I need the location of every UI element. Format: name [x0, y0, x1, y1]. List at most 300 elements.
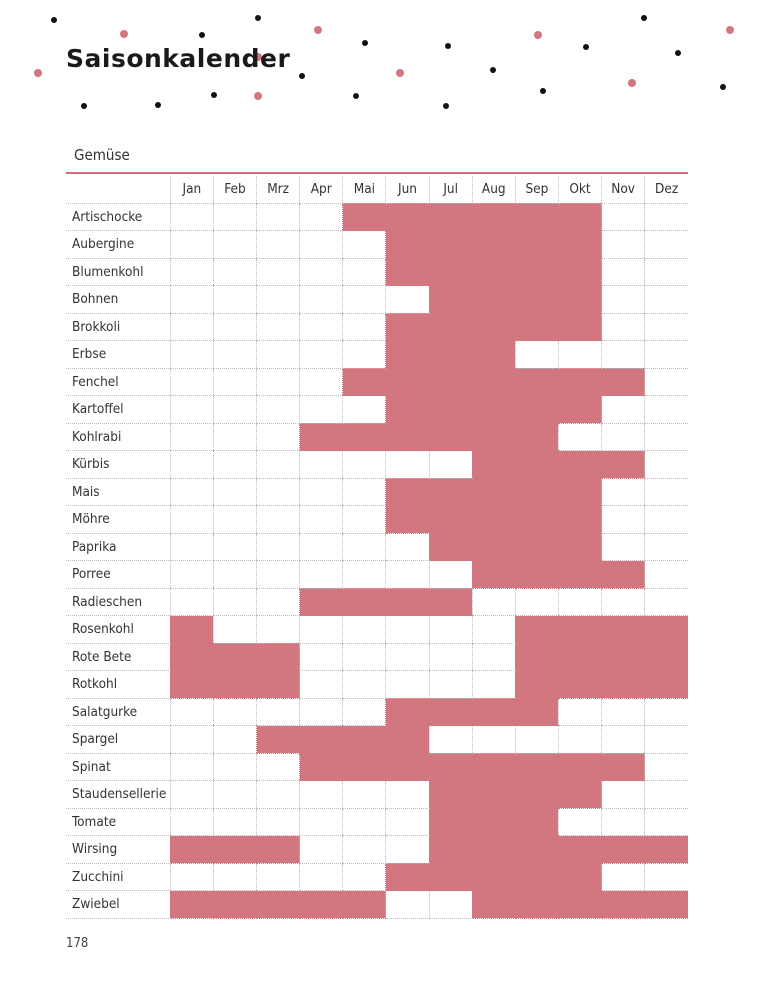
- season-cell-in-season: [602, 836, 645, 864]
- season-cell: [300, 478, 343, 506]
- decor-dot: [155, 102, 161, 108]
- season-cell-in-season: [213, 891, 256, 919]
- season-cell: [170, 561, 213, 589]
- season-cell-in-season: [472, 451, 515, 479]
- season-cell: [645, 396, 688, 424]
- season-cell: [602, 808, 645, 836]
- season-cell-in-season: [515, 616, 558, 644]
- season-cell-in-season: [343, 891, 386, 919]
- season-cell-in-season: [472, 203, 515, 231]
- vegetable-name: Kürbis: [66, 451, 170, 479]
- season-cell: [170, 863, 213, 891]
- season-cell-in-season: [515, 781, 558, 809]
- season-cell: [343, 533, 386, 561]
- season-cell: [300, 671, 343, 699]
- season-cell-in-season: [515, 451, 558, 479]
- vegetable-name: Zwiebel: [66, 891, 170, 919]
- season-cell-in-season: [645, 616, 688, 644]
- vegetable-row: [66, 588, 688, 616]
- season-cell: [558, 726, 601, 754]
- season-cell-in-season: [602, 451, 645, 479]
- season-cell-in-season: [472, 341, 515, 369]
- season-cell: [170, 753, 213, 781]
- season-cell: [472, 671, 515, 699]
- season-cell-in-season: [343, 753, 386, 781]
- season-cell-in-season: [429, 808, 472, 836]
- season-cell-in-season: [558, 313, 601, 341]
- season-cell: [213, 396, 256, 424]
- season-cell: [300, 203, 343, 231]
- section-label: Gemüse: [74, 146, 130, 164]
- season-cell: [170, 506, 213, 534]
- season-cell: [170, 808, 213, 836]
- season-cell: [300, 231, 343, 259]
- decor-dot: [120, 30, 128, 38]
- season-cell-in-season: [558, 258, 601, 286]
- season-cell: [300, 698, 343, 726]
- vegetable-name: Bohnen: [66, 286, 170, 314]
- season-cell-in-season: [602, 891, 645, 919]
- season-cell: [257, 588, 300, 616]
- vegetable-name: Kartoffel: [66, 396, 170, 424]
- month-header: Jul: [429, 176, 472, 203]
- season-cell-in-season: [558, 836, 601, 864]
- season-cell: [515, 341, 558, 369]
- season-cell: [343, 561, 386, 589]
- season-cell-in-season: [472, 506, 515, 534]
- season-cell-in-season: [386, 423, 429, 451]
- season-cell: [300, 561, 343, 589]
- season-cell: [386, 781, 429, 809]
- decor-dot: [51, 17, 57, 23]
- decor-dot: [255, 15, 261, 21]
- decor-dot: [211, 92, 217, 98]
- vegetable-row: [66, 396, 688, 424]
- season-cell: [558, 588, 601, 616]
- vegetable-row: [66, 836, 688, 864]
- season-cell-in-season: [558, 781, 601, 809]
- vegetable-name: Tomate: [66, 808, 170, 836]
- season-cell: [429, 891, 472, 919]
- vegetable-row: [66, 561, 688, 589]
- season-cell: [300, 396, 343, 424]
- season-cell-in-season: [300, 726, 343, 754]
- season-cell: [213, 808, 256, 836]
- season-cell-in-season: [429, 478, 472, 506]
- decor-dot: [726, 26, 734, 34]
- season-cell: [515, 588, 558, 616]
- season-cell-in-season: [472, 396, 515, 424]
- season-cell: [213, 533, 256, 561]
- season-cell: [386, 891, 429, 919]
- season-cell: [429, 451, 472, 479]
- season-cell-in-season: [386, 231, 429, 259]
- season-cell-in-season: [472, 313, 515, 341]
- season-cell-in-season: [558, 286, 601, 314]
- season-cell-in-season: [558, 533, 601, 561]
- season-cell-in-season: [429, 506, 472, 534]
- season-cell: [257, 863, 300, 891]
- season-cell: [602, 863, 645, 891]
- month-header: Sep: [515, 176, 558, 203]
- season-cell: [300, 533, 343, 561]
- season-cell-in-season: [645, 643, 688, 671]
- season-cell: [213, 286, 256, 314]
- vegetable-row: [66, 753, 688, 781]
- decor-dot: [675, 50, 681, 56]
- season-cell: [602, 341, 645, 369]
- season-cell-in-season: [213, 671, 256, 699]
- month-header: Apr: [300, 176, 343, 203]
- season-cell-in-season: [257, 643, 300, 671]
- vegetable-row: [66, 726, 688, 754]
- season-cell-in-season: [429, 313, 472, 341]
- season-cell: [300, 506, 343, 534]
- season-cell-in-season: [515, 396, 558, 424]
- decor-dot: [641, 15, 647, 21]
- season-cell-in-season: [645, 891, 688, 919]
- season-cell-in-season: [558, 891, 601, 919]
- season-cell: [300, 643, 343, 671]
- page-number: 178: [66, 936, 89, 951]
- season-cell-in-season: [386, 258, 429, 286]
- season-cell: [602, 203, 645, 231]
- vegetable-row: [66, 863, 688, 891]
- decor-dot: [254, 92, 262, 100]
- season-cell: [213, 451, 256, 479]
- season-cell-in-season: [515, 231, 558, 259]
- season-cell-in-season: [170, 891, 213, 919]
- vegetable-row: [66, 643, 688, 671]
- decor-dot: [490, 67, 496, 73]
- season-cell: [645, 698, 688, 726]
- season-cell-in-season: [558, 616, 601, 644]
- season-cell: [343, 643, 386, 671]
- vegetable-row: [66, 891, 688, 919]
- season-cell-in-season: [515, 478, 558, 506]
- decor-dot: [443, 103, 449, 109]
- season-cell: [645, 478, 688, 506]
- season-cell-in-season: [515, 891, 558, 919]
- season-cell: [602, 533, 645, 561]
- season-cell-in-season: [386, 478, 429, 506]
- season-cell-in-season: [386, 368, 429, 396]
- season-cell: [386, 643, 429, 671]
- season-cell: [386, 836, 429, 864]
- vegetable-row: [66, 203, 688, 231]
- season-cell-in-season: [386, 698, 429, 726]
- season-cell-in-season: [429, 863, 472, 891]
- vegetable-name: Brokkoli: [66, 313, 170, 341]
- season-cell: [386, 808, 429, 836]
- season-cell: [429, 643, 472, 671]
- vegetable-name: Rotkohl: [66, 671, 170, 699]
- season-cell: [257, 423, 300, 451]
- season-cell: [472, 616, 515, 644]
- season-cell-in-season: [170, 671, 213, 699]
- season-cell: [602, 423, 645, 451]
- season-cell: [300, 313, 343, 341]
- season-cell: [645, 533, 688, 561]
- season-cell-in-season: [472, 231, 515, 259]
- month-header: Feb: [213, 176, 256, 203]
- month-header: Jan: [170, 176, 213, 203]
- season-cell: [343, 341, 386, 369]
- season-cell-in-season: [257, 671, 300, 699]
- vegetable-row: [66, 781, 688, 809]
- season-cell-in-season: [343, 203, 386, 231]
- season-cell-in-season: [558, 396, 601, 424]
- season-cell-in-season: [515, 643, 558, 671]
- season-cell: [386, 451, 429, 479]
- season-cell: [602, 726, 645, 754]
- season-cell: [213, 423, 256, 451]
- season-cell: [300, 258, 343, 286]
- season-cell: [170, 451, 213, 479]
- season-cell: [386, 671, 429, 699]
- season-cell: [645, 286, 688, 314]
- season-cell: [602, 258, 645, 286]
- season-cell-in-season: [602, 561, 645, 589]
- season-cell: [170, 341, 213, 369]
- season-cell-in-season: [429, 203, 472, 231]
- season-cell: [472, 726, 515, 754]
- season-cell: [170, 396, 213, 424]
- season-cell: [257, 533, 300, 561]
- vegetable-row: [66, 258, 688, 286]
- season-cell: [170, 478, 213, 506]
- season-cell: [602, 396, 645, 424]
- season-cell-in-season: [558, 478, 601, 506]
- season-cell-in-season: [515, 368, 558, 396]
- season-cell-in-season: [386, 313, 429, 341]
- season-cell-in-season: [386, 203, 429, 231]
- season-cell: [602, 781, 645, 809]
- season-cell-in-season: [515, 671, 558, 699]
- vegetable-name: Aubergine: [66, 231, 170, 259]
- vegetable-name: Erbse: [66, 341, 170, 369]
- season-cell: [257, 258, 300, 286]
- vegetable-row: [66, 478, 688, 506]
- season-cell-in-season: [515, 753, 558, 781]
- season-cell-in-season: [472, 533, 515, 561]
- vegetable-name: Spinat: [66, 753, 170, 781]
- vegetable-row: [66, 506, 688, 534]
- season-cell: [645, 203, 688, 231]
- season-cell: [213, 863, 256, 891]
- vegetable-row: [66, 286, 688, 314]
- season-cell: [257, 561, 300, 589]
- season-cell-in-season: [472, 698, 515, 726]
- season-cell-in-season: [515, 561, 558, 589]
- vegetable-row: [66, 533, 688, 561]
- season-cell-in-season: [386, 726, 429, 754]
- vegetable-row: [66, 698, 688, 726]
- season-cell: [386, 286, 429, 314]
- vegetable-row: [66, 451, 688, 479]
- season-cell: [645, 451, 688, 479]
- season-cell: [213, 616, 256, 644]
- season-cell-in-season: [257, 836, 300, 864]
- season-cell-in-season: [515, 506, 558, 534]
- vegetable-row: [66, 341, 688, 369]
- vegetable-name: Paprika: [66, 533, 170, 561]
- season-cell-in-season: [386, 863, 429, 891]
- season-cell: [300, 863, 343, 891]
- season-cell-in-season: [343, 368, 386, 396]
- vegetable-row: [66, 423, 688, 451]
- decor-dot: [299, 73, 305, 79]
- season-cell: [343, 671, 386, 699]
- season-cell: [558, 698, 601, 726]
- season-cell: [645, 588, 688, 616]
- season-cell-in-season: [257, 726, 300, 754]
- season-cell-in-season: [515, 698, 558, 726]
- vegetable-name: Rosenkohl: [66, 616, 170, 644]
- season-cell: [213, 781, 256, 809]
- season-cell: [300, 616, 343, 644]
- season-cell-in-season: [515, 836, 558, 864]
- season-cell: [343, 836, 386, 864]
- season-cell: [602, 478, 645, 506]
- season-cell-in-season: [472, 863, 515, 891]
- decor-dot: [34, 69, 42, 77]
- season-cell-in-season: [343, 588, 386, 616]
- season-cell-in-season: [170, 836, 213, 864]
- decor-dot: [534, 31, 542, 39]
- season-cell: [386, 561, 429, 589]
- season-cell: [213, 313, 256, 341]
- decor-dot: [199, 32, 205, 38]
- season-cell: [213, 588, 256, 616]
- season-cell: [343, 506, 386, 534]
- season-cell-in-season: [472, 808, 515, 836]
- season-cell: [343, 616, 386, 644]
- season-cell-in-season: [429, 533, 472, 561]
- vegetable-name: Staudensellerie: [66, 781, 170, 809]
- season-cell: [558, 808, 601, 836]
- season-cell: [472, 643, 515, 671]
- season-cell: [645, 781, 688, 809]
- season-cell: [343, 451, 386, 479]
- vegetable-row: [66, 313, 688, 341]
- vegetable-name: Blumenkohl: [66, 258, 170, 286]
- vegetable-row: [66, 231, 688, 259]
- season-cell: [257, 506, 300, 534]
- season-cell: [257, 616, 300, 644]
- season-cell: [343, 781, 386, 809]
- season-cell: [602, 231, 645, 259]
- vegetable-row: [66, 368, 688, 396]
- vegetable-name: Möhre: [66, 506, 170, 534]
- season-cell: [257, 753, 300, 781]
- season-cell-in-season: [515, 203, 558, 231]
- season-cell: [602, 698, 645, 726]
- season-cell: [257, 781, 300, 809]
- season-cell-in-season: [645, 671, 688, 699]
- season-cell: [386, 616, 429, 644]
- season-cell-in-season: [386, 341, 429, 369]
- season-cell: [343, 313, 386, 341]
- season-cell: [300, 781, 343, 809]
- season-cell: [645, 231, 688, 259]
- season-cell: [645, 258, 688, 286]
- season-cell-in-season: [429, 396, 472, 424]
- season-cell: [602, 588, 645, 616]
- season-cell: [343, 863, 386, 891]
- season-cell-in-season: [300, 588, 343, 616]
- season-cell: [170, 423, 213, 451]
- season-cell-in-season: [300, 753, 343, 781]
- season-cell-in-season: [429, 781, 472, 809]
- season-cell-in-season: [515, 808, 558, 836]
- season-cell-in-season: [386, 753, 429, 781]
- season-cell-in-season: [257, 891, 300, 919]
- decor-dot: [445, 43, 451, 49]
- season-cell-in-season: [558, 643, 601, 671]
- season-cell: [645, 808, 688, 836]
- season-cell-in-season: [429, 836, 472, 864]
- season-cell-in-season: [472, 891, 515, 919]
- season-cell-in-season: [558, 561, 601, 589]
- month-header: Okt: [558, 176, 601, 203]
- vegetable-name: Kohlrabi: [66, 423, 170, 451]
- season-cell-in-season: [429, 341, 472, 369]
- season-cell: [645, 726, 688, 754]
- season-cell-in-season: [602, 616, 645, 644]
- season-cell: [343, 258, 386, 286]
- season-cell-in-season: [472, 478, 515, 506]
- decor-dot: [396, 69, 404, 77]
- season-cell: [645, 506, 688, 534]
- season-cell-in-season: [386, 588, 429, 616]
- season-cell-in-season: [213, 643, 256, 671]
- season-cell: [300, 808, 343, 836]
- season-cell: [558, 341, 601, 369]
- season-cell: [213, 341, 256, 369]
- season-cell-in-season: [472, 836, 515, 864]
- season-cell-in-season: [515, 533, 558, 561]
- season-cell: [300, 341, 343, 369]
- header-corner: [66, 176, 170, 203]
- vegetable-name: Mais: [66, 478, 170, 506]
- season-cell-in-season: [645, 836, 688, 864]
- season-cell-in-season: [429, 231, 472, 259]
- season-cell-in-season: [343, 726, 386, 754]
- season-cell: [213, 698, 256, 726]
- season-cell: [429, 616, 472, 644]
- season-calendar-table: [66, 176, 688, 919]
- season-cell: [257, 231, 300, 259]
- season-cell: [645, 313, 688, 341]
- season-cell-in-season: [472, 561, 515, 589]
- season-cell: [343, 286, 386, 314]
- season-cell-in-season: [170, 643, 213, 671]
- season-cell-in-season: [386, 506, 429, 534]
- season-cell: [645, 863, 688, 891]
- season-cell: [170, 781, 213, 809]
- vegetable-name: Rote Bete: [66, 643, 170, 671]
- vegetable-name: Radieschen: [66, 588, 170, 616]
- season-cell: [213, 258, 256, 286]
- month-header: Aug: [472, 176, 515, 203]
- decor-dot: [81, 103, 87, 109]
- season-cell-in-season: [558, 863, 601, 891]
- season-cell-in-season: [343, 423, 386, 451]
- season-cell: [213, 506, 256, 534]
- season-cell: [343, 231, 386, 259]
- season-cell-in-season: [558, 368, 601, 396]
